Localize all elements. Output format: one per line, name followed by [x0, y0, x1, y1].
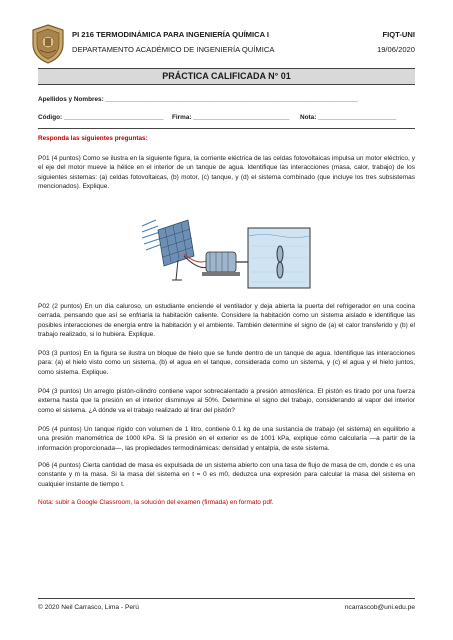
signature-field: Firma: ___________________________: [172, 114, 290, 121]
question-p02: P02 (2 puntos) En un día caluroso, un estudiante enciende el ventilador y deja abierta la puerta del refrigerador en una cocina cerrada, pensando que así se enfriaría la habitación caliente. Considere la habitación como un sistema aislado e identifique las posibles interacciones de energía entre la habitación y el ambiente. También determine el signo de (a) el calor transferido y (b) el trabajo realizado, si lo hubiera. Explique.: [38, 303, 415, 338]
course-title: PI 216 TERMODINÁMICA PARA INGENIERÍA QUÍMICA I: [72, 30, 270, 39]
code-field: Código: ____________________________: [38, 114, 164, 121]
question-p05: P05 (4 puntos) Un tanque rígido con volumen de 1 litro, contiene 0.1 kg de una sustancia de trabajo (el sistema) en equilibrio a una presión manométrica de 1000 kPa. Si la presión en el exterior es de 1001 kPa, explique cómo calcularía —a partir de la información proporcionada—, las propiedades termodinámicas: densidad y entalpía, de este sistema.: [38, 426, 415, 452]
section-divider: [38, 128, 415, 129]
question-p06: P06 (4 puntos) Cierta cantidad de masa es expulsada de un sistema abierto con una tasa de flujo de masa de cm, donde c es una constante y m la masa. Si la masa del sistema en t = 0 es m0, deduzca una expresión para calcular la masa del sistema en cualquier instante de tiempo t.: [38, 462, 415, 488]
institution-label: FIQT-UNI: [382, 30, 415, 39]
photovoltaic-motor-tank-figure: [138, 216, 314, 294]
footer-email: ncarrascob@uni.edu.pe: [344, 604, 415, 611]
exam-title: PRÁCTICA CALIFICADA N° 01: [38, 68, 415, 85]
question-p03: P03 (3 puntos) En la figura se ilustra un bloque de hielo que se funde dentro de un tanque de agua. Identifique las interacciones para: (a) el hielo visto como un sistema, (b) el agua en el tanque, considerada como un sistema, y (c) el agua y el hielo juntos, como sistema. Explique.: [38, 350, 415, 376]
department-name: DEPARTAMENTO ACADÉMICO DE INGENIERÍA QUÍMICA: [72, 45, 275, 54]
names-field: Apellidos y Nombres: _______________________________________________________________________: [38, 96, 358, 103]
grade-field: Nota: ______________________: [300, 114, 397, 121]
submission-note: Nota: subir a Google Classroom, la solución del examen (firmada) en formato pdf.: [38, 499, 274, 506]
instructions-text: Responda las siguientes preguntas:: [38, 135, 148, 142]
motor-icon: [202, 252, 240, 276]
exam-date: 19/06/2020: [376, 45, 415, 54]
footer-copyright: © 2020 Neil Carrasco, Lima - Perú: [38, 604, 139, 611]
question-p01: P01 (4 puntos) Como se ilustra en la siguiente figura, la corriente eléctrica de las celdas fotovoltaicas impulsa un motor eléctrico, y el eje del motor mueve la hélice en el interior de un tanque de agua. Identifique las interacciones (masa, calor, trabajo) de los siguientes sistemas: (a) celdas fotovoltaicas, (b) motor, (c) tanque, y (d) el sistema combinado (que incluye los tres subsistemas mencionados). Explique.: [38, 155, 415, 190]
question-p04: P04 (3 puntos) Un arreglo pistón-cilindro contiene vapor sobrecalentado a presión atmosférica. El pistón es tirado por una fuerza externa hasta que la presión en el interior disminuye al 50%. Determine el signo del trabajo, considerando al vapor del interior como el sistema. ¿A dónde va el trabajo realizado al tirar del pistón?: [38, 388, 415, 414]
university-seal-logo: [30, 24, 66, 64]
footer-divider: [38, 598, 415, 599]
